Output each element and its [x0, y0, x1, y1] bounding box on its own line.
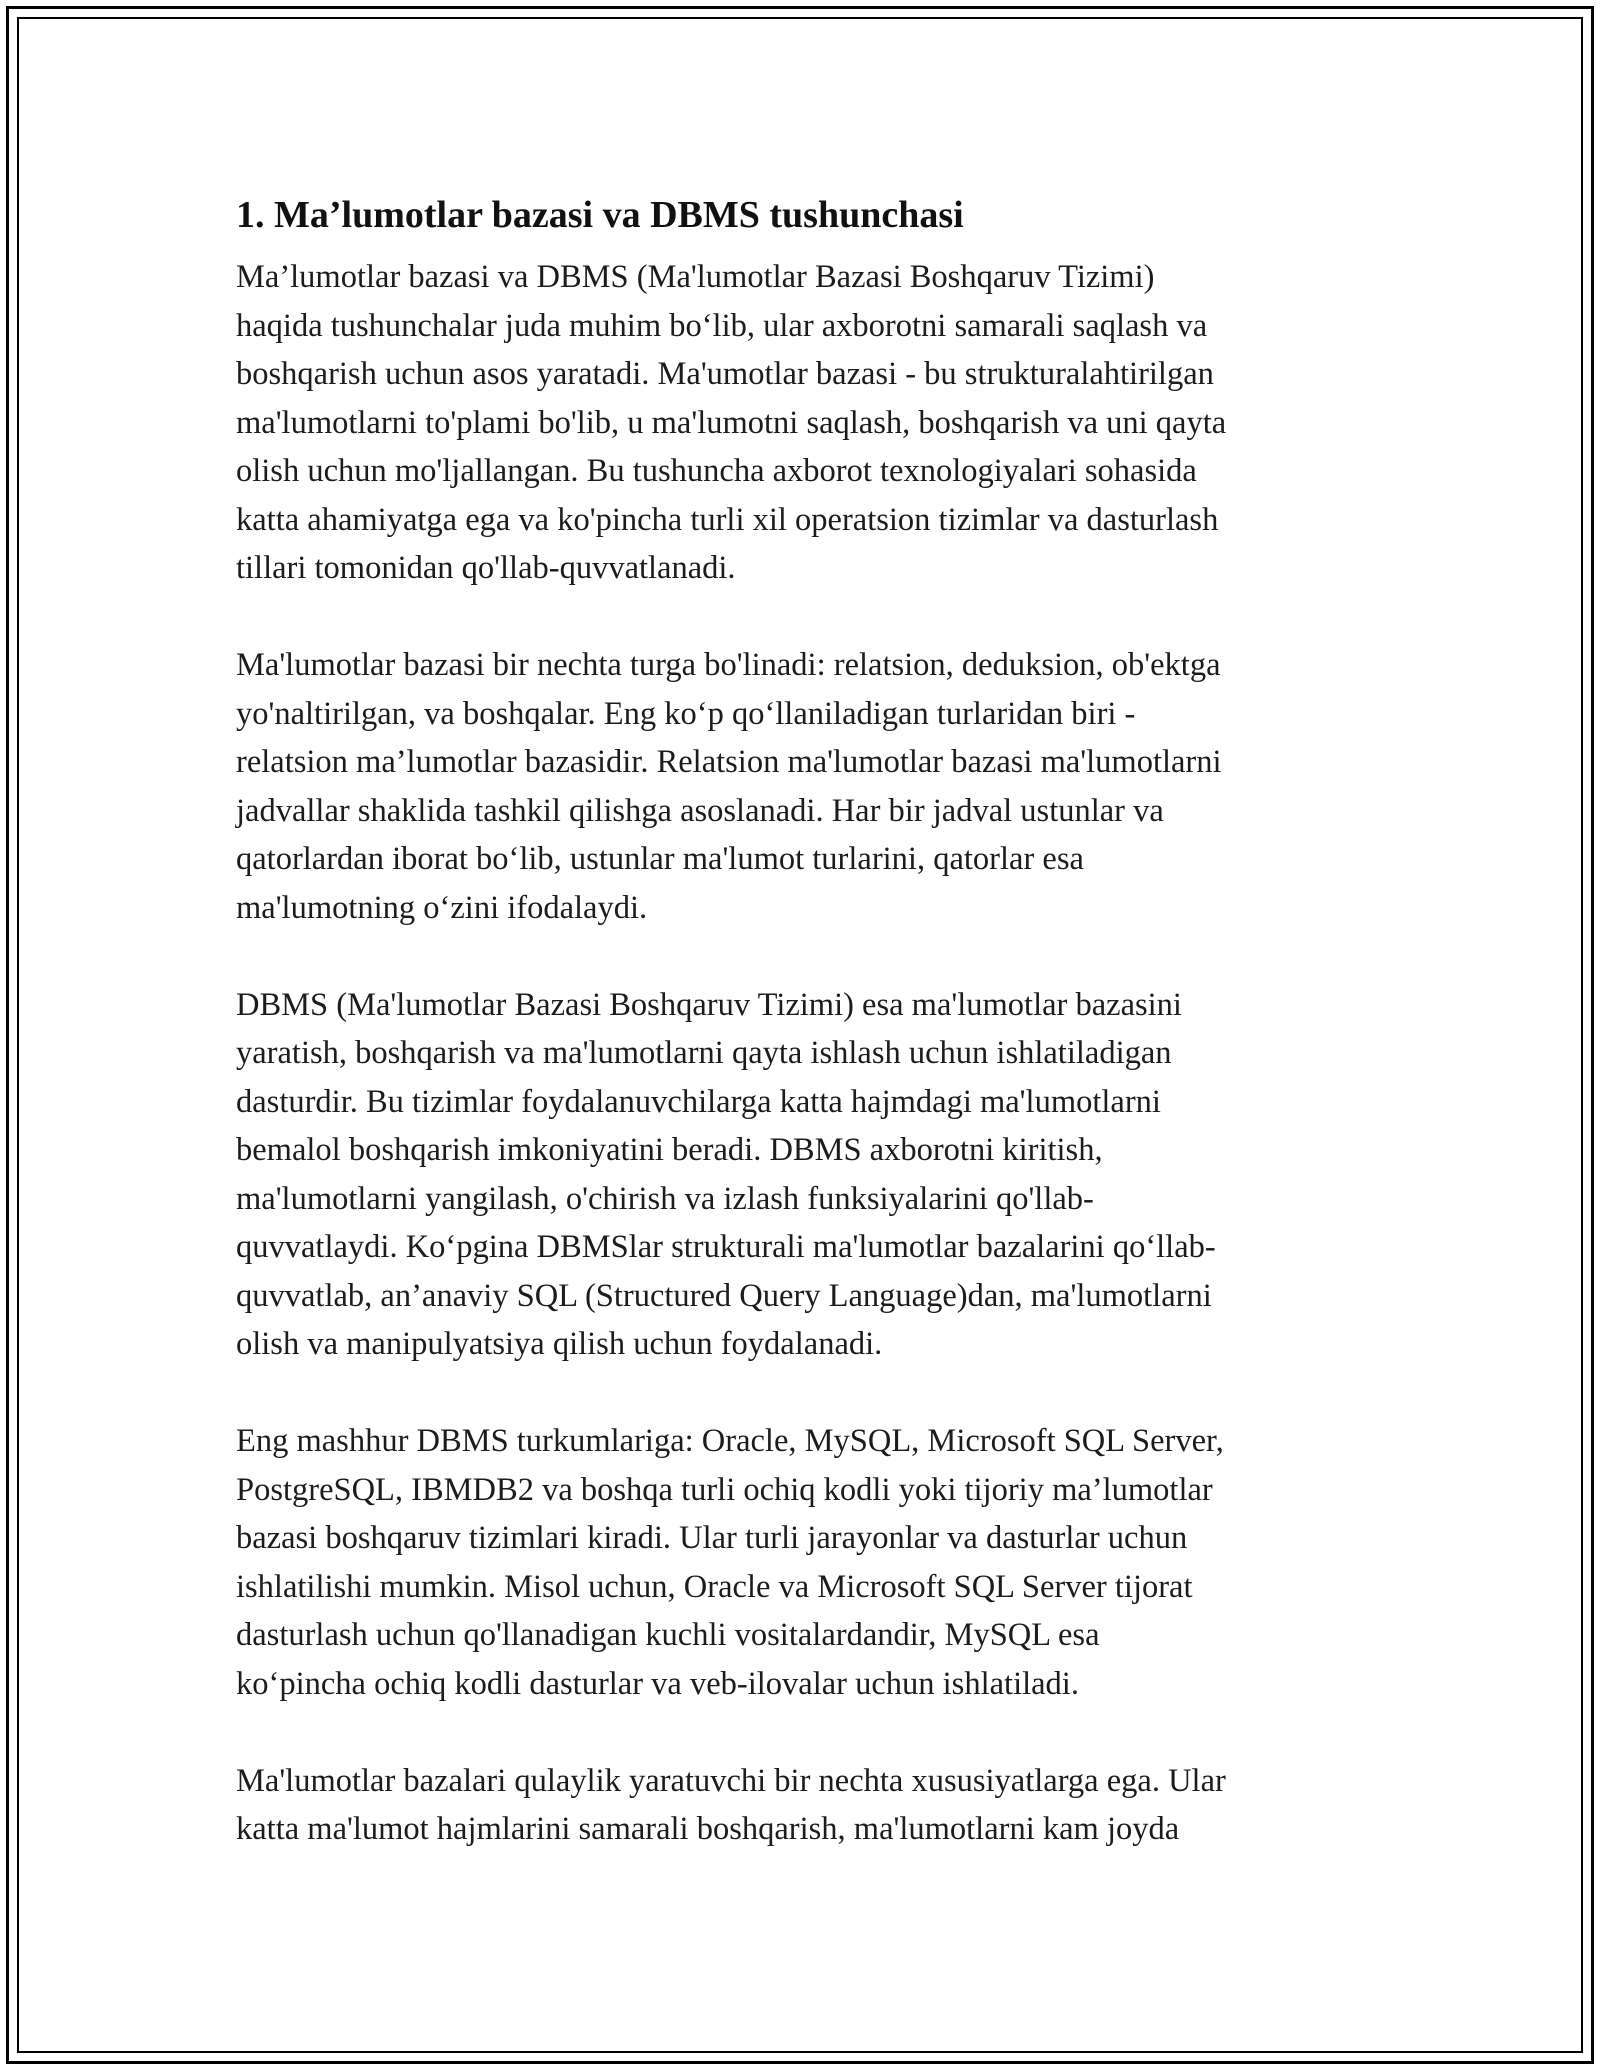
paragraph-dbms-definition: DBMS (Ma'lumotlar Bazasi Boshqaruv Tizimi) esa ma'lumotlar bazasini yaratish, boshqarish va ma'lumotlarni qayta ishlash uchun ishlatiladigan dasturdir. Bu tizimlar foydalanuvchilarga katta hajmdagi ma'lumotlarni bemalol boshqarish imkoniyatini beradi. DBMS axborotni kiritish, ma'lumotlarni yangilash, o'chirish va izlash funksiyalarini qo'llab- quvvatlaydi. Ko‘pgina DBMSlar strukturali ma'lumotlar bazalarini qo‘llab- quvvatlab, an’anaviy SQL (Structured Query Language)dan, ma'lumotlarni olish va manipulyatsiya qilish uchun foydalanadi.: [236, 986, 1216, 1362]
paragraph-popular-dbms: Eng mashhur DBMS turkumlariga: Oracle, MySQL, Microsoft SQL Server, PostgreSQL, IBMDB2 va boshqa turli ochiq kodli yoki tijoriy ma’lumotlar bazasi boshqaruv tizimlari kiradi. Ular turli jarayonlar va dasturlar uchun ishlatilishi mumkin. Misol uchun, Oracle va Microsoft SQL Server tijorat dasturlash uchun qo'llanadigan kuchli vositalardandir, MySQL esa ko‘pincha ochiq kodli dasturlar va veb-ilovalar uchun ishlatiladi.: [236, 1423, 1224, 1702]
paragraph-database-features: Ma'lumotlar bazalari qulaylik yaratuvchi bir nechta xususiyatlarga ega. Ular katta ma'lumot hajmlarini samarali boshqarish, ma'lumotlarni kam joyda: [236, 1762, 1226, 1847]
document-body: [236, 185, 1366, 1854]
paragraph-database-types: Ma'lumotlar bazasi bir nechta turga bo'linadi: relatsion, deduksion, ob'ektga yo'naltirilgan, va boshqalar. Eng ko‘p qo‘llaniladigan turlaridan biri - relatsion ma’lumotlar bazasidir. Relatsion ma'lumotlar bazasi ma'lumotlarni jadvallar shaklida tashkil qilishga asoslanadi. Har bir jadval ustunlar va qatorlardan iborat bo‘lib, ustunlar ma'lumot turlarini, qatorlar esa ma'lumotning o‘zini ifodalaydi.: [236, 647, 1222, 926]
paragraph-database-dbms-intro: Ma’lumotlar bazasi va DBMS (Ma'lumotlar Bazasi Boshqaruv Tizimi) haqida tushunchalar juda muhim bo‘lib, ular axborotni samarali saqlash va boshqarish uchun asos yaratadi. Ma'umotlar bazasi - bu strukturalahtirilgan ma'lumotlarni to'plami bo'lib, u ma'lumotni saqlash, boshqarish va uni qayta olish uchun mo'ljallangan. Bu tushuncha axborot texnologiyalari sohasida katta ahamiyatga ega va ko'pincha turli xil operatsion tizimlar va dasturlash tillari tomonidan qo'llab-quvvatlanadi.: [236, 259, 1227, 586]
section-heading: 1. Ma’lumotlar bazasi va DBMS tushunchasi: [236, 194, 964, 236]
